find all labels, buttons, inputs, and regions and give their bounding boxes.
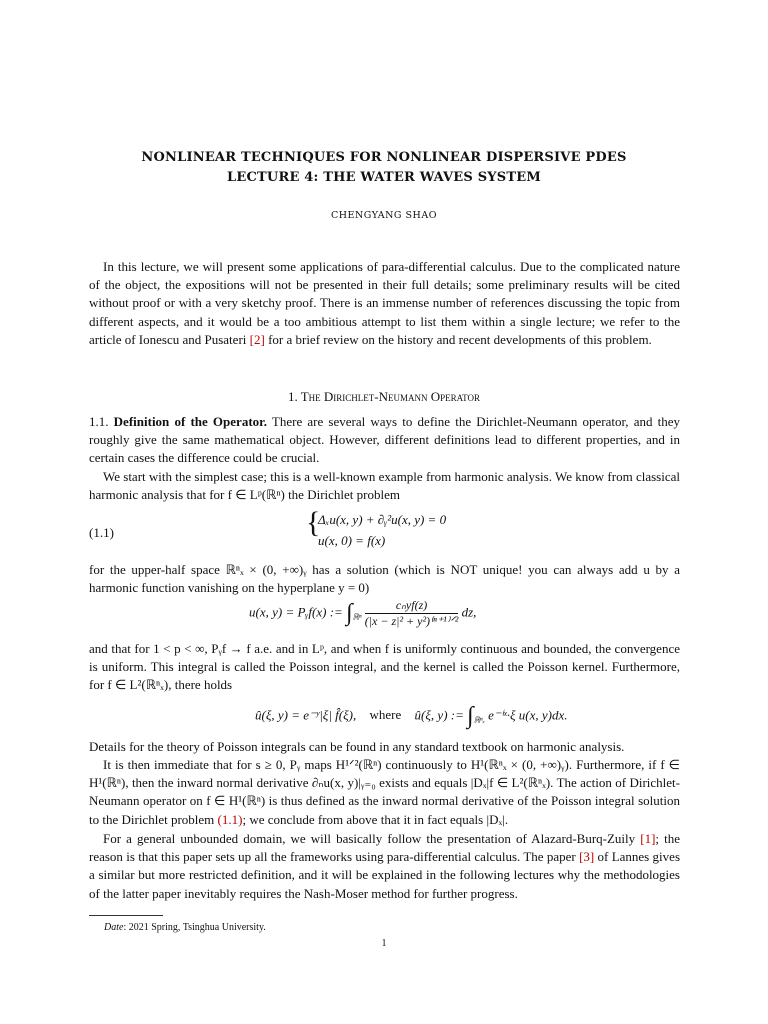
paragraph-details: Details for the theory of Poisson integrals can be found in any standard textbook on harmonic analysis. bbox=[89, 739, 625, 754]
paragraph-dirichlet-neumann-action: It is then immediate that for s ≥ 0, Pᵧ maps H¹ᐟ²(ℝⁿ) continuously to H¹(ℝⁿₓ × (0, +∞)ᵧ). Furthermore, if f ∈ H¹(ℝⁿ), then the inward normal derivative ∂ₙu(x, y)|ᵧ₌₀ exists and equals |Dₓ|f ∈ L²(ℝⁿₓ). The action of Dirichlet-Neumann operator on f ∈ H¹(ℝⁿ) is thus defined as the inward normal derivative of the Poisson integral solution to the Dirichlet problem (1.1); we conclude from above that it in fact equals |Dₓ|. bbox=[89, 757, 680, 827]
equation-poisson-integral bbox=[249, 598, 476, 629]
fraction-denominator: (|x − z|² + y²)⁽ⁿ⁺¹⁾ᐟ² bbox=[364, 614, 459, 628]
intro-paragraph: In this lecture, we will present some applications of para-differential calculus. Due to the complicated nature of the object, the expositions will not be presented in their full details; some preliminary results will be cited without proof or with a very sketchy proof. There is an immense number of references discussing the topic from different aspects, and it would be a too ambitious attempt to list them within a single lecture; we refer to the article of Ionescu and Pusateri [2] for a brief review on the history and recent developments of this problem. bbox=[89, 259, 680, 347]
footnote-rule bbox=[89, 915, 163, 916]
footnote-label: Date bbox=[104, 922, 124, 933]
page-number: 1 bbox=[381, 938, 387, 949]
poisson-tail: dz, bbox=[461, 604, 477, 620]
citation-link-2[interactable]: [2] bbox=[249, 331, 265, 347]
fourier-left: û(ξ, y) = e⁻ʸ|ξ| f̂(ξ), bbox=[255, 707, 357, 723]
fourier-right: û(ξ, y) := bbox=[414, 707, 464, 723]
paper-title-line1: NONLINEAR TECHNIQUES FOR NONLINEAR DISPERSIVE PDES bbox=[141, 150, 627, 165]
section-heading: 1. The Dirichlet-Neumann Operator bbox=[287, 389, 481, 404]
equation-line-boundary: u(x, 0) = f(x) bbox=[318, 533, 386, 548]
equation-link-1-1[interactable]: (1.1) bbox=[217, 811, 243, 827]
equation-fourier-poisson bbox=[255, 703, 568, 730]
fraction-numerator: cₙyf(z) bbox=[365, 598, 459, 614]
paragraph-poisson-convergence: and that for 1 < p < ∞, Pᵧf → f a.e. and in Lᵖ, and when f is uniformly continuous and bounded, the convergence is uniform. This integral is called the Poisson integral, and the kernel is called the Poisson kernel. Furthermore, for f ∈ L²(ℝⁿₓ), there holds bbox=[89, 641, 680, 693]
citation-link-3[interactable]: [3] bbox=[579, 849, 595, 865]
citation-link-1[interactable]: [1] bbox=[640, 831, 656, 846]
integral-sign: ∫ bbox=[467, 703, 474, 729]
paragraph-upper-half-space: for the upper-half space ℝⁿₓ × (0, +∞)ᵧ has a solution (which is NOT unique! you can always add u by a harmonic function vanishing on the hyperplane y = 0) bbox=[89, 562, 680, 596]
footnote: Date: 2021 Spring, Tsinghua University. bbox=[104, 922, 266, 933]
subsection-number: 1.1. bbox=[89, 414, 109, 429]
left-brace: { bbox=[306, 506, 321, 539]
subsection-title: Definition of the Operator. bbox=[113, 414, 267, 429]
fourier-integrand: e⁻ⁱˣ·ξ u(x, y)dx. bbox=[488, 707, 568, 723]
integral-domain: ℝⁿ bbox=[352, 612, 362, 622]
poisson-kernel-fraction bbox=[365, 598, 459, 629]
author-name: CHENGYANG SHAO bbox=[331, 210, 437, 221]
paragraph-dirichlet-problem: We start with the simplest case; this is a well-known example from harmonic analysis. We know from classical harmonic analysis that for f ∈ Lᵖ(ℝⁿ) the Dirichlet problem bbox=[89, 469, 680, 503]
paper-title-line2: LECTURE 4: THE WATER WAVES SYSTEM bbox=[227, 170, 541, 185]
equation-number-1-1: (1.1) bbox=[89, 525, 114, 540]
equation-system-1-1 bbox=[306, 506, 447, 549]
integral-domain: ℝⁿₓ bbox=[473, 715, 485, 725]
integral-sign: ∫ bbox=[346, 600, 353, 626]
fourier-where: where bbox=[369, 707, 402, 723]
paragraph-general-domain: For a general unbounded domain, we will basically follow the presentation of Alazard-Burq-Zuily [1]; the reason is that this paper sets up all the frameworks using para-differential calculus. The paper [3] of Lannes gives a similar but more restricted definition, and it will be explained in the following lectures why the methodologies of the latter paper inevitably requires the Nash-Moser method for further progress. bbox=[89, 831, 681, 901]
subsection-paragraph: 1.1. Definition of the Operator. There are several ways to define the Dirichlet-Neumann operator, and they roughly give the same mathematical object. However, different definitions lead to different properties, and in certain cases the difference could be crucial. bbox=[89, 414, 681, 466]
equation-line-laplace: Δₓu(x, y) + ∂ᵧ²u(x, y) = 0 bbox=[318, 512, 447, 527]
poisson-lhs: u(x, y) = Pᵧf(x) := bbox=[249, 604, 343, 620]
